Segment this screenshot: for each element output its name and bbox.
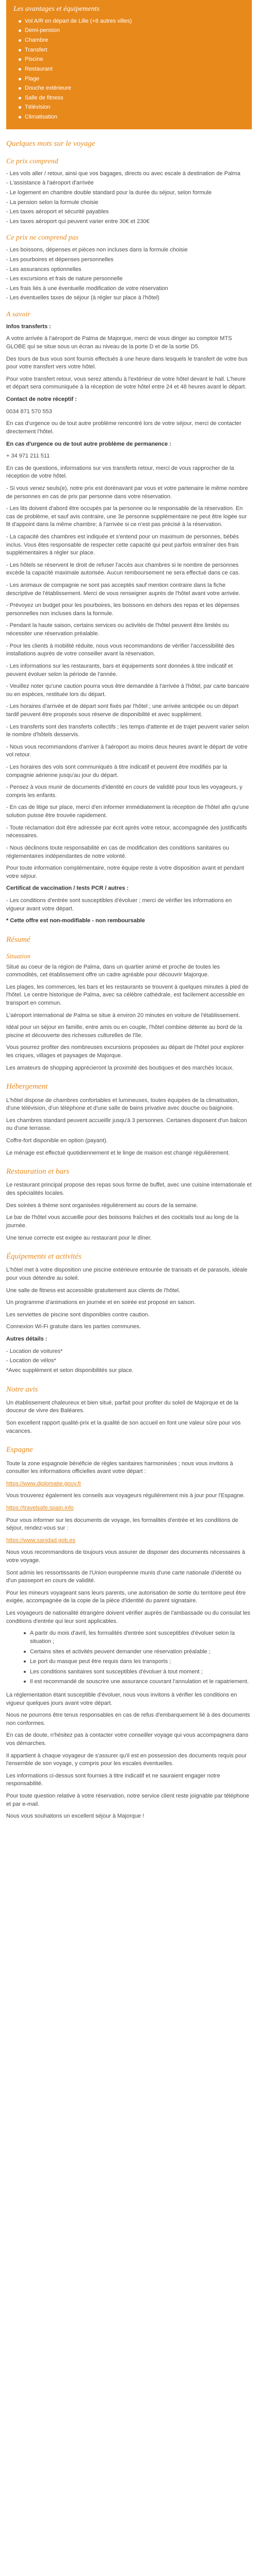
paragraph: Les voyageurs de nationalité étrangère doivent vérifier auprès de l'ambassade ou du consulat les conditions d'entrée qui leur sont applicables. xyxy=(6,1610,250,1624)
paragraph: Un programme d'animations en journée et en soirée est proposé en saison. xyxy=(6,1299,196,1306)
advantage-item: Chambre xyxy=(19,37,245,45)
paragraph: Nous vous souhaitons un excellent séjour à Majorque ! xyxy=(6,1813,144,1820)
list-item: - Les taxes aéroport qui peuvent varier entre 30€ et 230€ xyxy=(6,218,150,225)
restauration-title: Restauration et bars xyxy=(6,1167,70,1176)
paragraph: Les serviettes de piscine sont disponibles contre caution. xyxy=(6,1311,150,1318)
advantages-title: Les avantages et équipements xyxy=(13,5,100,13)
paragraph: Les plages, les commerces, les bars et les restaurants se trouvent à quelques minutes à pied de l'hôtel. Le centre historique de Palma, avec sa célèbre cathédrale, est facilement accessible en transport en commun. xyxy=(6,984,249,1006)
paragraph: Idéal pour un séjour en famille, entre amis ou en couple, l'hôtel combine détente au bord de la piscine et découverte des richesses culturelles de l'île. xyxy=(6,1024,243,1039)
bullet-item: Il est recommandé de souscrire une assurance couvrant l'annulation et le rapatriement. xyxy=(24,1678,252,1686)
transfer-info-label: Infos transferts : xyxy=(6,323,51,330)
paragraph: - Pendant la haute saison, certains services ou activités de l'hôtel peuvent être limités ou nécessiter une réservation préalable. xyxy=(6,622,229,637)
paragraph: A votre arrivée à l'aéroport de Palma de Majorque, merci de vous diriger au comptoir MTS GLOBE qui se situe sous un écran au niveau de la porte D et de la sortie D5. xyxy=(6,335,232,350)
paragraph: Les informations ci-dessus sont fournies à titre indicatif et ne sauraient engager notre responsabilité. xyxy=(6,1772,220,1787)
paragraph: Les amateurs de shopping apprécieront la proximité des boutiques et des marchés locaux. xyxy=(6,1064,234,1071)
external-link[interactable]: https://www.diplomatie.gouv.fr xyxy=(6,1480,82,1487)
paragraph: Les chambres standard peuvent accueillir jusqu'à 3 personnes. Certaines disposent d'un balcon ou d'une terrasse. xyxy=(6,1117,247,1132)
advantage-item: Piscine xyxy=(19,56,245,64)
paragraph: Un établissement chaleureux et bien situé, parfait pour profiter du soleil de Majorque et de la douceur de vivre des Baléares. xyxy=(6,1399,239,1414)
paragraph: - Les horaires des vols sont communiqués à titre indicatif et peuvent être modifiés par la compagnie aérienne jusqu'au jour du départ. xyxy=(6,764,227,778)
paragraph: Nous vous recommandons de toujours vous assurer de disposer des documents nécessaires à votre voyage. xyxy=(6,1549,245,1564)
main-content xyxy=(0,139,258,1821)
paragraph: - Nous vous recommandons d'arriver à l'aéroport au moins deux heures avant le départ de votre vol retour. xyxy=(6,743,248,758)
list-item: - Les boissons, dépenses et pièces non incluses dans la formule choisie xyxy=(6,247,188,253)
paragraph: - En cas de litige sur place, merci d'en informer immédiatement la réception de l'hôtel afin qu'une solution puisse être trouvée rapidement. xyxy=(6,804,249,819)
advantage-item: Transfert xyxy=(19,46,245,55)
list-item: - Les assurances optionnelles xyxy=(6,266,82,273)
external-link[interactable]: https://travelsafe.spain.info xyxy=(6,1504,74,1511)
list-item: - Les vols aller / retour, ainsi que vos bagages, directs ou avec escale à destination de Palma xyxy=(6,170,240,177)
paragraph: - Nous déclinons toute responsabilité en cas de modification des conditions sanitaires ou réglementaires indépendantes de notre volonté. xyxy=(6,844,229,859)
paragraph: Connexion Wi-Fi gratuite dans les parties communes. xyxy=(6,1324,141,1330)
list-item: - La pension selon la formule choisie xyxy=(6,199,99,206)
advantage-item: Plage xyxy=(19,75,245,83)
paragraph: Pour vous informer sur les documents de voyage, les formalités d'entrée et les conditions de séjour, rendez-vous sur : xyxy=(6,1517,238,1532)
paragraph: - Les horaires d'arrivée et de départ sont fixés par l'hôtel ; une arrivée anticipée ou un départ tardif peuvent être proposés sous réserve de disponibilité et avec supplément. xyxy=(6,703,238,718)
advantages-list xyxy=(13,18,245,122)
paragraph: - Les hôtels se réservent le droit de refuser l'accès aux chambres si le nombre de personnes excède la capacité maximale autorisée. Aucun remboursement ne sera effectué dans ce cas. xyxy=(6,562,240,577)
contact-value: 0034 871 570 553 xyxy=(6,408,52,415)
paragraph: - Les conditions d'entrée sont susceptibles d'évoluer ; merci de vérifier les informations en vigueur avant votre départ. xyxy=(6,897,232,912)
paragraph: Coffre-fort disponible en option (payant). xyxy=(6,1137,108,1144)
paragraph: Toute la zone espagnole bénéficie de règles sanitaires harmonisées ; nous vous invitons à consulter les informations officielles avant votre départ : xyxy=(6,1460,233,1475)
paragraph: Vous trouverez également les conseils aux voyageurs régulièrement mis à jour pour l'Espagne. xyxy=(6,1493,245,1499)
bullet-item: Certains sites et activités peuvent demander une réservation préalable ; xyxy=(24,1648,252,1656)
paragraph: Pour les mineurs voyageant sans leurs parents, une autorisation de sortie du territoire peut être exigée, accompagnée de la copie de la pièce d'identité du parent signataire. xyxy=(6,1589,246,1604)
other-details-label: Autres détails : xyxy=(6,1336,47,1343)
list-item: - Les pourboires et dépenses personnelles xyxy=(6,256,114,263)
paragraph: - Les lits doivent d'abord être occupés par la personne ou le responsable de la réservation. En cas de problème, et sauf avis contraire, une 3e personne supplémentaire ne peut être logée sur lit d'appoint dans la même chambre; à l'arrivée si ce n'est pas précisé à la réservation. xyxy=(6,505,247,528)
bullet-item: Les conditions sanitaires sont susceptibles d'évoluer à tout moment ; xyxy=(24,1668,252,1676)
paragraph: En cas de doute, n'hésitez pas à contacter votre conseiller voyage qui vous accompagnera dans vos démarches. xyxy=(6,1732,249,1747)
offer-conditions-note: * Cette offre est non-modifiable - non remboursable xyxy=(6,918,145,924)
paragraph: En cas d'urgence ou de tout autre problème rencontré lors de votre séjour, merci de contacter directement l'hôtel. xyxy=(6,420,241,435)
list-item: - Le logement en chambre double standard pour la durée du séjour, selon formule xyxy=(6,189,212,196)
paragraph: - La capacité des chambres est indiquée et s'entend pour un maximum de personnes, bébés inclus. Vous êtes responsable de respecter cette capacité qui peut parfois entraîner des frais supplémentaires à régler sur place. xyxy=(6,534,239,556)
list-item: - Les éventuelles taxes de séjour (à régler sur place à l'hôtel) xyxy=(6,295,159,301)
emergency-label: En cas d'urgence ou de tout autre problème de permanence : xyxy=(6,440,171,447)
advantage-item: Demi-pension xyxy=(19,27,245,35)
advantage-item: Douche extérieure xyxy=(19,84,245,93)
list-item: - Les taxes aéroport et sécurité payables xyxy=(6,209,109,215)
paragraph: La réglementation étant susceptible d'évoluer, nous vous invitons à vérifier les conditions en vigueur quelques jours avant votre départ. xyxy=(6,1691,237,1706)
paragraph: Des tours de bus vous sont fournis effectués à une heure dans lesquels le transfert de votre bus pour votre transfert vers votre hôtel. xyxy=(6,355,248,370)
notre-avis-title: Notre avis xyxy=(6,1385,38,1394)
paragraph: Une tenue correcte est exigée au restaurant pour le dîner. xyxy=(6,1234,152,1241)
faq-title: Quelques mots sur le voyage xyxy=(6,139,95,148)
ne-comprend-pas-list xyxy=(6,246,252,302)
prix-comprend-list xyxy=(6,170,252,226)
advantage-item: Télévision xyxy=(19,104,245,112)
espagne-bullets xyxy=(6,1630,252,1686)
external-link[interactable]: https://www.sanidad.gob.es xyxy=(6,1537,75,1544)
ne-comprend-pas-title: Ce prix ne comprend pas xyxy=(6,234,79,242)
paragraph: Une salle de fitness est accessible gratuitement aux clients de l'hôtel. xyxy=(6,1287,181,1294)
paragraph: - Les informations sur les restaurants, bars et équipements sont données à titre indicatif et peuvent évoluer selon la période de l'année. xyxy=(6,663,233,677)
paragraph: Vous pourrez profiter des nombreuses excursions proposées au départ de l'hôtel pour explorer les criques, villages et paysages de Majorque. xyxy=(6,1044,244,1059)
list-item: - Location de vélos* xyxy=(6,1358,56,1364)
advantage-item: Salle de fitness xyxy=(19,94,245,103)
bullet-item: Le port du masque peut être requis dans les transports ; xyxy=(24,1658,252,1666)
paragraph: - Pour les clients à mobilité réduite, nous vous recommandons de vérifier l'accessibilité des installations auprès de votre conseiller avant la réservation. xyxy=(6,642,235,657)
list-item: - Location de voitures* xyxy=(6,1348,63,1354)
paragraph: Le ménage est effectué quotidiennement et le linge de maison est changé régulièrement. xyxy=(6,1149,230,1156)
paragraph: Des soirées à thème sont organisées régulièrement au cours de la semaine. xyxy=(6,1202,198,1209)
emergency-number: + 34 971 211 511 xyxy=(6,453,50,460)
list-item: - Les excursions et frais de nature personnelle xyxy=(6,276,123,282)
paragraph: Le bar de l'hôtel vous accueille pour des boissons fraîches et des cocktails tout au long de la journée. xyxy=(6,1214,239,1229)
paragraph: - Les animaux de compagnie ne sont pas acceptés sauf mention contraire dans la fiche descriptive de l'établissement. Merci de vous renseigner auprès de l'hôtel avant votre arrivée. xyxy=(6,582,240,597)
prix-comprend-title: Ce prix comprend xyxy=(6,157,58,165)
list-item: - L'assistance à l'aéroport d'arrivée xyxy=(6,180,94,187)
paragraph: L'hôtel dispose de chambres confortables et lumineuses, toutes équipées de la climatisation, d'une télévision, d'un téléphone et d'une salle de bains privative avec douche ou baignoire. xyxy=(6,1097,239,1112)
a-savoir-title: A savoir xyxy=(6,310,30,318)
paragraph: Le restaurant principal propose des repas sous forme de buffet, avec une cuisine internationale et des spécialités locales. xyxy=(6,1182,252,1197)
hebergement-title: Hébergement xyxy=(6,1082,48,1091)
paragraph: Sont admis les ressortissants de l'Union européenne munis d'une carte nationale d'identité ou d'un passeport en cours de validité. xyxy=(6,1569,241,1584)
paragraph: - Veuillez noter qu'une caution pourra vous être demandée à l'arrivée à l'hôtel, par carte bancaire ou en espèces, restituée lors du départ. xyxy=(6,683,250,698)
advantages-box xyxy=(6,0,252,129)
paragraph: - Prévoyez un budget pour les pourboires, les boissons en dehors des repas et les dépenses personnelles non incluses dans la formule. xyxy=(6,602,239,617)
paragraph: Pour toute question relative à votre réservation, notre service client reste joignable par téléphone et par e-mail. xyxy=(6,1793,249,1807)
paragraph: Nous ne pourrons être tenus responsables en cas de refus d'embarquement lié à des documents non conformes. xyxy=(6,1712,250,1726)
paragraph: Situé au coeur de la région de Palma, dans un quartier animé et proche de toutes les commodités, cet établissement offre un cadre agréable pour découvrir Majorque. xyxy=(6,963,220,978)
equipements-title: Équipements et activités xyxy=(6,1252,82,1261)
bullet-item: A partir du mois d'avril, les formalités d'entrée sont susceptibles d'évoluer selon la situation ; xyxy=(24,1630,252,1646)
advantage-item: Vol A/R en départ de Lille (+8 autres villes) xyxy=(19,18,245,26)
paragraph: - Les transferts sont des transferts collectifs ; les temps d'attente et de trajet peuvent varier selon le nombre d'hôtels desservis. xyxy=(6,723,249,738)
advantage-item: Climatisation xyxy=(19,113,245,122)
footnote: *Avec supplément et selon disponibilités sur place. xyxy=(6,1367,134,1374)
paragraph: Son excellent rapport qualité-prix et la qualité de son accueil en font une valeur sûre pour vos vacances. xyxy=(6,1420,241,1434)
paragraph: En cas de questions, informations sur vos transferts retour, merci de vous rapprocher de la réception de votre hôtel. xyxy=(6,465,234,480)
paragraph: Pour votre transfert retour, vous serez attendu à l'extérieur de votre hôtel devant le hall. L'heure et départ sera communiquée à la réception de votre hôtel entre 24 et 48 heures avant le départ. xyxy=(6,376,247,391)
paragraph: - Toute réclamation doit être adressée par écrit après votre retour, accompagnée des justificatifs nécessaires. xyxy=(6,824,247,839)
contact-label: Contact de notre réceptif : xyxy=(6,396,77,403)
certificate-label: Certificat de vaccination / tests PCR / autres : xyxy=(6,885,129,892)
situation-title: Situation xyxy=(6,952,30,960)
paragraph: L'hôtel met à votre disposition une piscine extérieure entourée de transats et de parasols, idéale pour vous détendre au soleil. xyxy=(6,1267,248,1282)
espagne-title: Espagne xyxy=(6,1446,33,1454)
advantage-item: Restaurant xyxy=(19,65,245,74)
other-details-list xyxy=(6,1348,252,1365)
paragraph: - Si vous venez seuls(e), notre prix est dorénavant par vous et votre partenaire le même nombre de personnes en cas de prix par personne dans votre réservation. xyxy=(6,485,248,500)
paragraph: L'aéroport international de Palma se situe à environ 20 minutes en voiture de l'établissement. xyxy=(6,1012,240,1019)
resume-title: Résumé xyxy=(6,935,30,944)
list-item: - Les frais liés à une éventuelle modification de votre réservation xyxy=(6,285,168,292)
paragraph: Pour toute information complémentaire, notre équipe reste à votre disposition avant et pendant votre séjour. xyxy=(6,865,245,879)
paragraph: Il appartient à chaque voyageur de s'assurer qu'il est en possession des documents requis pour l'ensemble de son voyage, y compris pour les escales éventuelles. xyxy=(6,1752,247,1767)
paragraph: - Pensez à vous munir de documents d'identité en cours de validité pour tous les voyageurs, y compris les enfants. xyxy=(6,784,243,799)
